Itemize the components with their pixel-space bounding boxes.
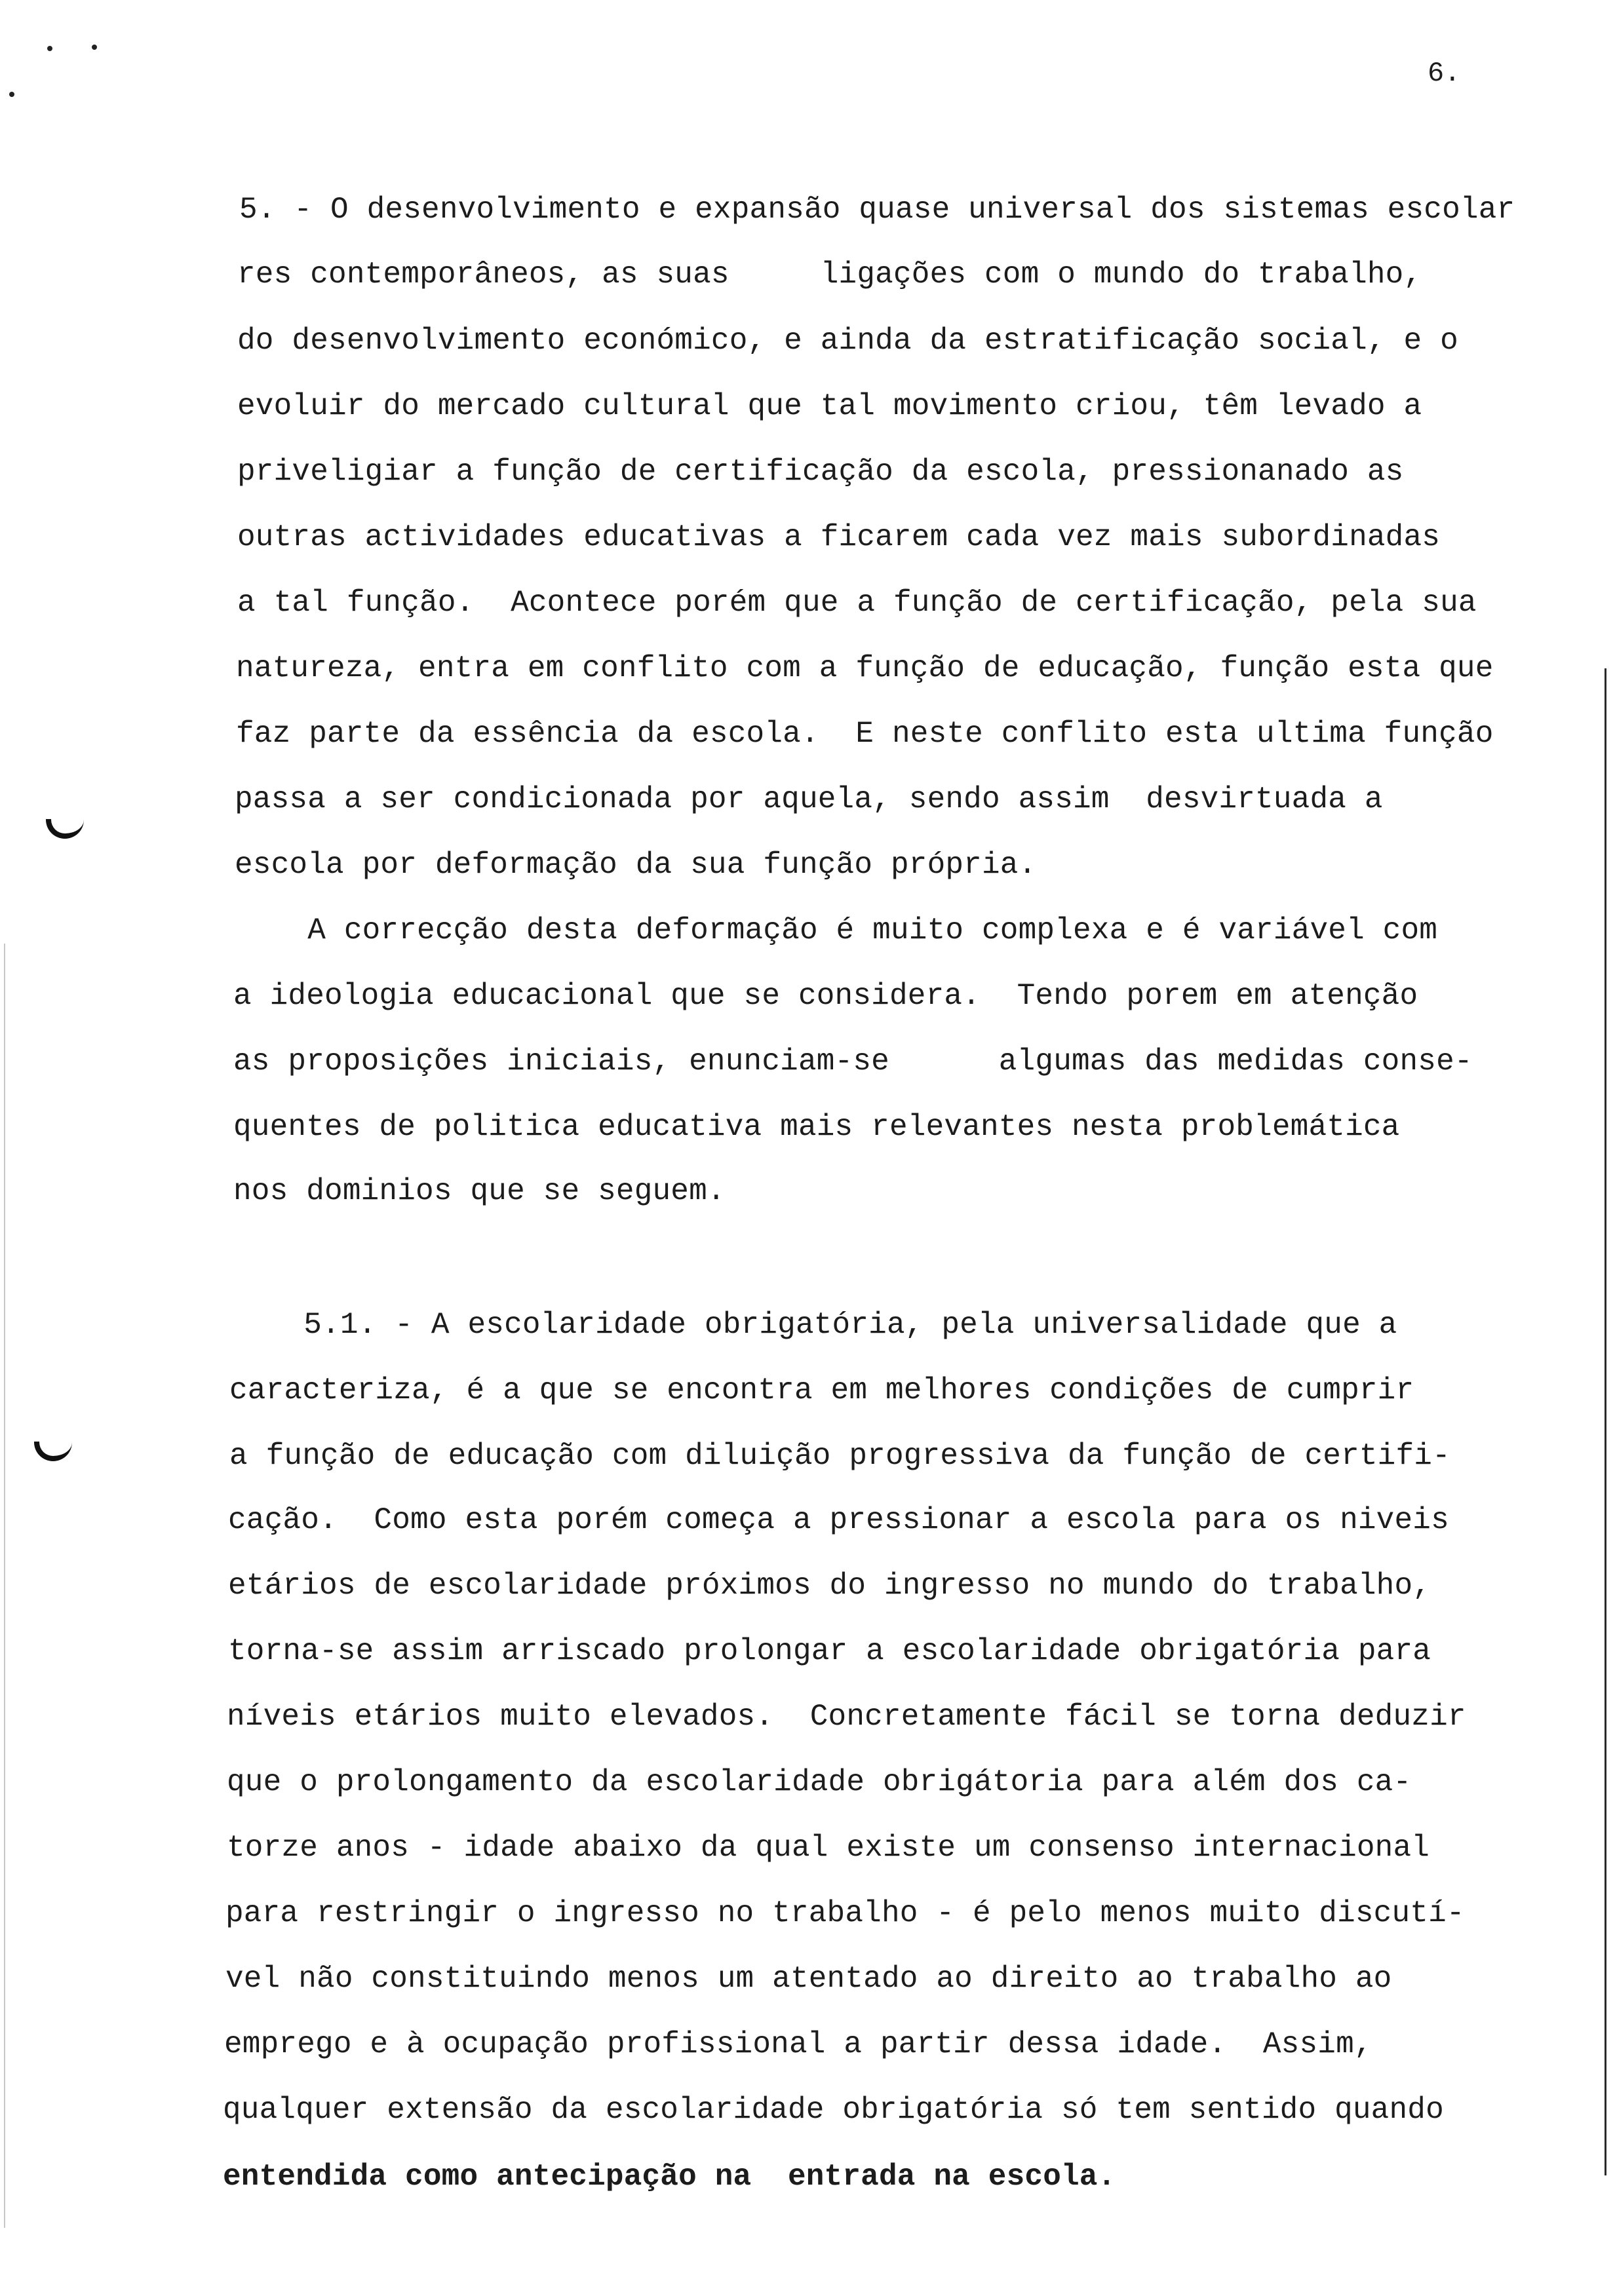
text-line: evoluir do mercado cultural que tal movimento criou, têm levado a [237, 389, 1422, 423]
text-line: outras actividades educativas a ficarem cada vez mais subordinadas [237, 520, 1441, 554]
text-line: torze anos - idade abaixo da qual existe um consenso internacional [227, 1831, 1430, 1865]
text-line: 5.1. - A escolaridade obrigatória, pela universalidade que a [231, 1308, 1397, 1342]
text-line: emprego e à ocupação profissional a partir dessa idade. Assim, [224, 2027, 1372, 2061]
text-line: passa a ser condicionada por aquela, sendo assim desvirtuada a [235, 782, 1383, 816]
text-line: nos dominios que se seguem. [233, 1174, 726, 1208]
scan-speck [9, 92, 14, 97]
text-line: cação. Como esta porém começa a pressionar a escola para os niveis [228, 1503, 1449, 1537]
text-line: A correcção desta deformação é muito complexa e é variável com [235, 913, 1438, 947]
text-line: as proposições iniciais, enunciam-se algumas das medidas conse- [233, 1044, 1473, 1079]
text-line: vel não constituindo menos um atentado ao direito ao trabalho ao [225, 1962, 1392, 1996]
text-line: faz parte da essência da escola. E neste conflito esta ultima função [236, 717, 1494, 751]
punch-hole-mark [46, 819, 84, 839]
text-line: que o prolongamento da escolaridade obrigátoria para além dos ca- [227, 1765, 1412, 1799]
text-line: natureza, entra em conflito com a função de educação, função esta que [236, 651, 1494, 685]
page-number: 6. [1428, 58, 1461, 89]
text-line: a ideologia educacional que se considera. Tendo porem em atenção [233, 979, 1418, 1013]
text-line: escola por deformação da sua função própria. [235, 848, 1037, 882]
scan-speck [47, 46, 52, 51]
text-line: do desenvolvimento económico, e ainda da estratificação social, e o [237, 324, 1458, 358]
text-line: qualquer extensão da escolaridade obrigatória só tem sentido quando [223, 2093, 1444, 2127]
margin-rule-right [1605, 668, 1606, 2175]
text-line: a tal função. Acontece porém que a função de certificação, pela sua [237, 586, 1477, 620]
text-line: níveis etários muito elevados. Concretamente fácil se torna deduzir [227, 1700, 1466, 1734]
text-line: caracteriza, é a que se encontra em melhores condições de cumprir [229, 1373, 1414, 1407]
text-line: a função de educação com diluição progressiva da função de certifi- [229, 1439, 1450, 1473]
scan-speck [92, 45, 97, 50]
text-line-final: entendida como antecipação na entrada na escola. [223, 2160, 1116, 2194]
text-line: 5. - O desenvolvimento e expansão quase universal dos sistemas escolar [239, 193, 1515, 227]
text-line: res contemporâneos, as suas ligações com o mundo do trabalho, [237, 258, 1422, 292]
margin-rule-left [4, 944, 5, 2228]
text-line: priveligiar a função de certificação da escola, pressionanado as [237, 455, 1404, 489]
text-line: etários de escolaridade próximos do ingresso no mundo do trabalho, [228, 1569, 1431, 1603]
text-line: para restringir o ingresso no trabalho - é pelo menos muito discutí- [225, 1896, 1465, 1930]
punch-hole-mark [34, 1442, 72, 1461]
text-line: quentes de politica educativa mais relevantes nesta problemática [233, 1110, 1400, 1144]
text-line: torna-se assim arriscado prolongar a escolaridade obrigatória para [228, 1634, 1431, 1668]
